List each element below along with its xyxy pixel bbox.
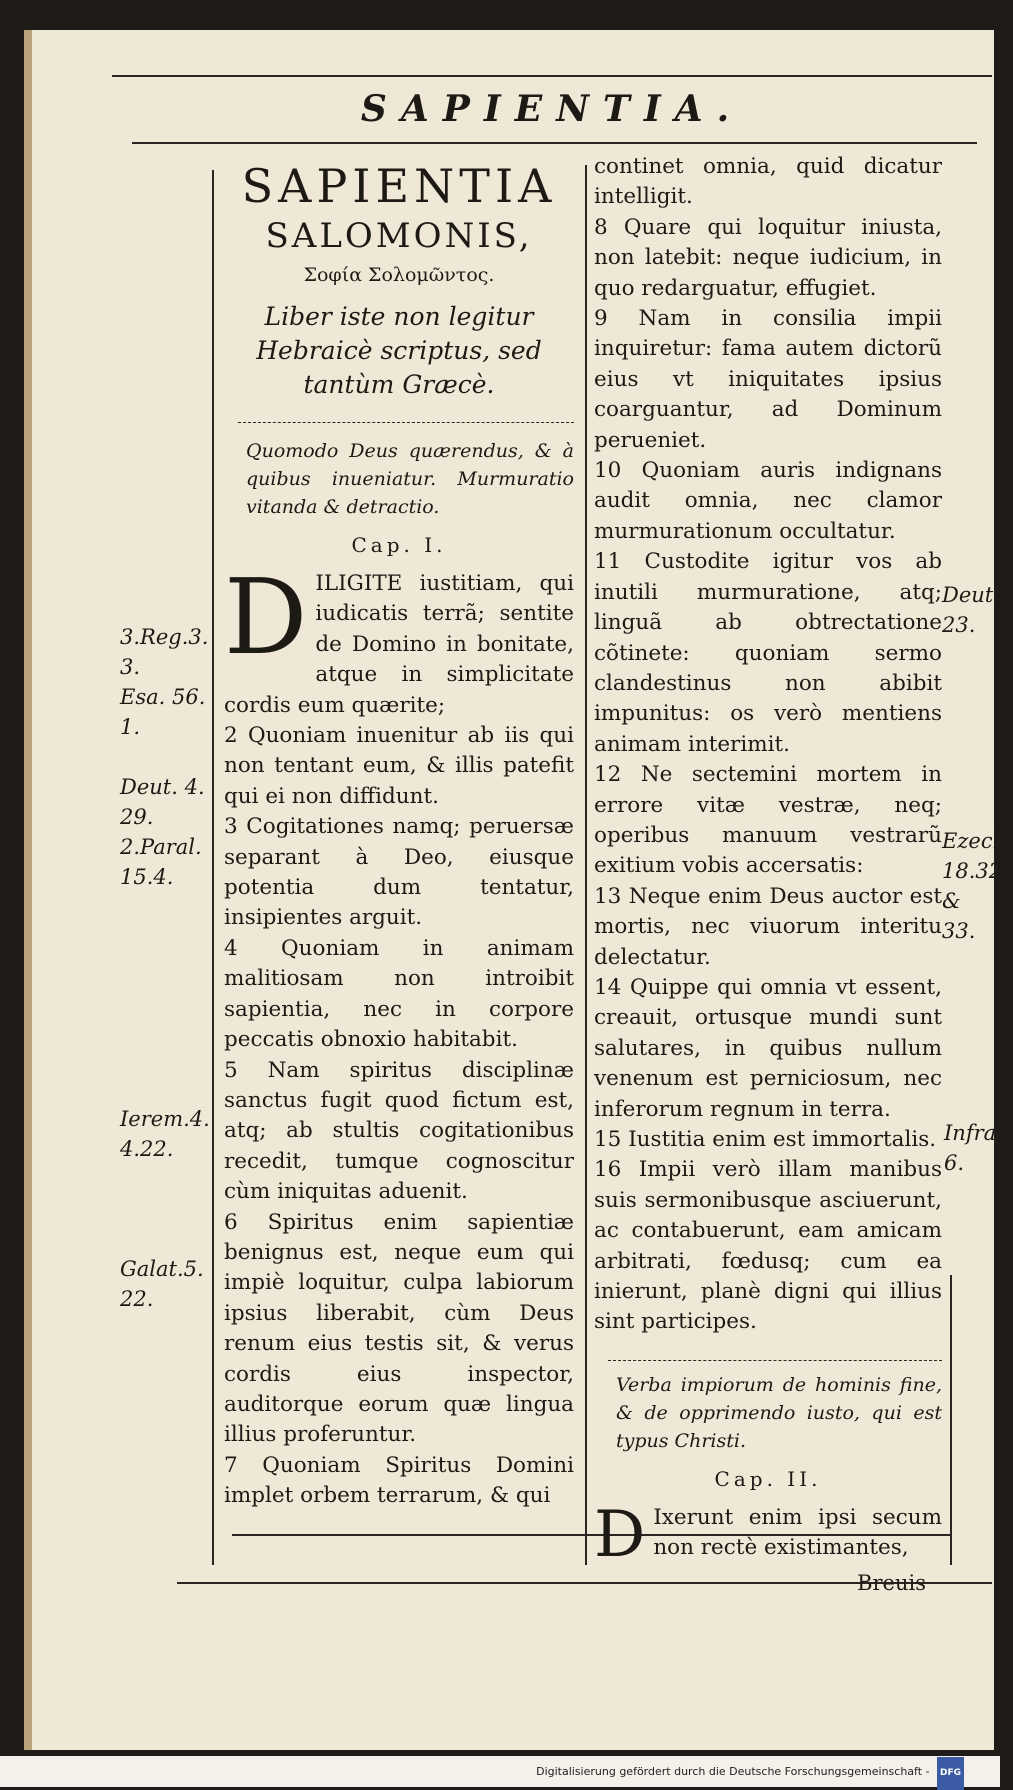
chapter1-dropcap: D xyxy=(224,556,308,678)
margin-note-esa-b: 1. xyxy=(120,715,141,739)
greek-title: Σοφία Σολομῶντος. xyxy=(303,264,495,286)
book-title: SAPIENTIA xyxy=(241,159,557,213)
chapter1-verse-10: 10 Quoniam auris indignans audit omnia, nec clamor murmurationum occultatur. xyxy=(594,458,942,544)
margin-note-ierem-b: 4.22. xyxy=(120,1137,174,1161)
chapter1-verse-11: 11 Custodite igitur vos ab inutili murmuratione, atq; linguã ab obtrectatione cõtinete: quoniam sermo clandestinus non abibit impunitus: os verò mentiens animam interimit. xyxy=(594,549,942,757)
chapter1-verse-14: 14 Quippe qui omnia vt essent, creauit, ortusque mundi sunt salutares, in quibus nullum venenum est perniciosum, nec inferorum regnum in terra. xyxy=(594,974,942,1122)
chapter1-verse-2: 2 Quoniam inuenitur ab iis qui non tentant eum, & illis patefit qui ei non diffidunt. xyxy=(224,723,574,809)
margin-note-deut-b: 29. xyxy=(120,805,154,829)
margin-note-paral: 2.Paral. xyxy=(120,835,202,859)
right-column xyxy=(594,152,942,1572)
head-rule xyxy=(132,142,977,144)
margin-note-ezech-c: & 33. xyxy=(942,889,976,943)
chapter2-heading: Cap. II. xyxy=(714,1466,822,1491)
margin-note-3reg-b: 3. xyxy=(120,655,141,679)
chapter1-verse-8: 8 Quare qui loquitur iniusta, non latebit: neque iudicium, in quo redarguatur, effugiet. xyxy=(594,214,942,301)
chapter1-verse-15: 15 Iustitia enim est immortalis. xyxy=(594,1127,937,1152)
top-rule xyxy=(112,75,992,77)
book-page xyxy=(24,30,1013,1750)
chapter1-verse-5: 5 Nam spiritus disciplinæ sanctus fugit quod fictum est, atq; ab stultis cogitationibus recedit, tumque cognoscitur cùm iniquitas aduenit. xyxy=(224,1057,574,1205)
margin-note-ezech-b: 18.32 xyxy=(942,859,1003,883)
chapter2-dropcap: D xyxy=(594,1497,646,1572)
chapter1-verse-1: D ILIGITE iustitiam, qui iudicatis terrã; sentite de Domino in bonitate, atque in simplicitate cordis eum quærite; xyxy=(224,556,574,718)
margin-note-infra: Infra xyxy=(944,1121,997,1145)
footer-text: Digitalisierung gefördert durch die Deutsche Forschungsgemeinschaft - xyxy=(536,1765,930,1778)
margin-note-galat-b: 22. xyxy=(120,1287,154,1311)
left-column-rule xyxy=(212,170,214,1565)
margin-note-esa: Esa. 56. xyxy=(120,685,206,709)
chapter1-verse-12: 12 Ne sectemini mortem in errore vitæ vestræ, neq; operibus manuum vestrarũ exitium vobis accersatis: xyxy=(594,762,942,879)
title-divider xyxy=(238,422,574,423)
chapter2-summary: Verba impiorum de hominis fine, & de opprimendo iusto, qui est typus Christi. xyxy=(616,1373,942,1452)
margin-note-infra-b: 6. xyxy=(944,1151,965,1175)
chapter1-verse-3: 3 Cogitationes namq; peruersæ separant à Deo, eiusque potentia dum tentatur, insipientes arguit. xyxy=(224,814,574,931)
margin-note-deut-right-b: 23. xyxy=(942,613,976,637)
margin-note-ierem: Ierem.4. xyxy=(120,1107,210,1131)
chapter1-summary: Quomodo Deus quærendus, & à quibus inueniatur. Murmuratio vitanda & detractio. xyxy=(246,440,574,518)
margin-note-3reg: 3.Reg.3. xyxy=(120,625,209,649)
book-subtitle: SALOMONIS, xyxy=(265,216,533,256)
margin-note-deut: Deut. 4. xyxy=(120,775,205,799)
chapter2-divider xyxy=(608,1360,942,1361)
chapter1-verse-16: 16 Impii verò illam manibus suis sermonibusque asciuerunt, ac contabuerunt, eam amicam arbitrati, fœdusq; cum ea inierunt, planè digni qui illius sint participes. xyxy=(594,1157,942,1335)
dfg-logo: DFG xyxy=(937,1757,964,1790)
chapter1-verse-6: 6 Spiritus enim sapientiæ benignus est, neque eum qui impiè loquitur, culpa labiorum ipsius liberabit, cùm Deus renum eius testis sit, & verus cordis eius inspector, auditorque eorum quæ lingua illius proferuntur. xyxy=(224,1209,574,1448)
left-column xyxy=(224,158,574,1512)
right-column-rule xyxy=(950,1275,952,1565)
chapter1-verse-7-cont: continet omnia, quid dicatur intelligit. xyxy=(594,154,942,210)
title-note: Liber iste non legitur Hebraicè scriptus, sed tantùm Græcè. xyxy=(256,302,542,399)
chapter1-verse-13: 13 Neque enim Deus auctor est mortis, nec viuorum interitu delectatur. xyxy=(594,883,942,970)
digitization-footer xyxy=(0,1756,1000,1787)
margin-note-ezech: Ezech. xyxy=(942,829,1013,853)
center-column-rule xyxy=(585,165,587,1565)
chapter1-verse-9: 9 Nam in consilia impii inquiretur: fama autem dictorũ eius vt iniquitates ipsius coarguantur, ad Dominum perueniet. xyxy=(594,306,942,453)
chapter1-heading: Cap. I. xyxy=(351,533,447,557)
margin-note-deut-right: Deut. xyxy=(942,583,1000,607)
running-head: SAPIENTIA. xyxy=(360,88,744,130)
margin-note-galat: Galat.5. xyxy=(120,1257,204,1281)
chapter2-verse-1: D Ixerunt enim ipsi secum non rectè existimantes, xyxy=(594,1497,942,1572)
chapter1-verse-7: 7 Quoniam Spiritus Domini implet orbem terrarum, & qui xyxy=(224,1452,574,1509)
margin-note-paral-b: 15.4. xyxy=(120,865,174,889)
chapter1-verse-4: 4 Quoniam in animam malitiosam non introibit sapientia, nec in corpore peccatis obnoxio habitabit. xyxy=(224,935,574,1053)
catchword: Breuis xyxy=(857,1571,926,1595)
